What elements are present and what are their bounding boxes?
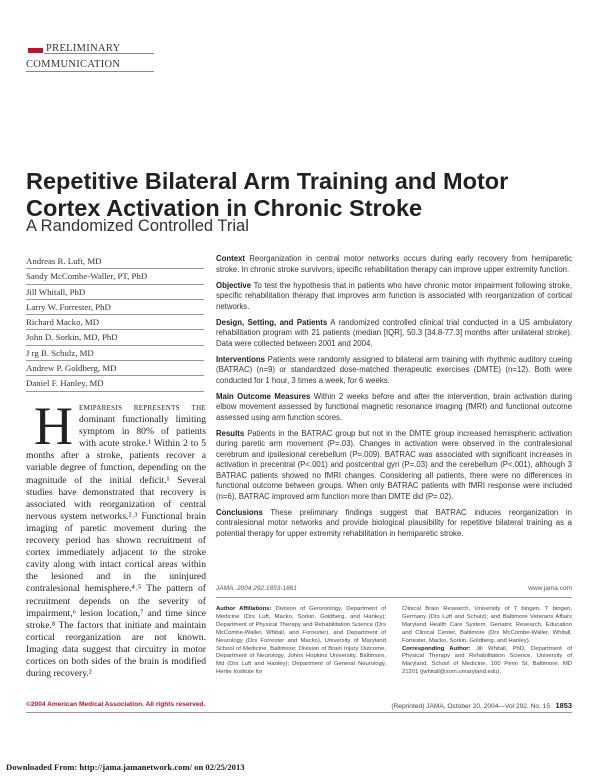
author: Andrew P. Goldberg, MD xyxy=(26,361,204,376)
author: Larry W. Forrester, PhD xyxy=(26,300,204,315)
author: Richard Macko, MD xyxy=(26,315,204,330)
abstract-results xyxy=(216,429,572,503)
header-accent-bar xyxy=(28,48,43,53)
abstract-conclusions xyxy=(216,508,572,540)
section-label-line1: PRELIMINARY xyxy=(46,43,121,54)
section-label-line2: COMMUNICATION xyxy=(26,59,121,70)
abstract-label: Main Outcome Measures xyxy=(216,391,311,401)
abstract-label: Objective xyxy=(216,280,252,290)
affiliations-col-1 xyxy=(216,606,386,677)
author: Daniel F. Hanley, MD xyxy=(26,376,204,391)
abstract xyxy=(216,254,572,545)
author: Jill Whitall, PhD xyxy=(26,285,204,300)
abstract-text: These preliminary findings suggest that BATRAC induces reorganization in contralesional motor networks and provide biological plausibility for repetitive bilateral training as a potential therapy for upper extremity rehabilitation in hemiparetic stroke. xyxy=(216,507,573,538)
abstract-objective xyxy=(216,281,572,313)
reprint-info xyxy=(391,701,572,710)
abstract-text: A randomized controlled clinical trial conducted in a US ambulatory rehabilitation program with 21 patients (median [IQR], 50.3 [34.8-77.3] months after unilateral stroke). Data were collected between 2001 and 2004. xyxy=(216,317,572,348)
copyright: ©2004 American Medical Association. All rights reserved. xyxy=(26,701,206,708)
citation-row xyxy=(216,585,572,598)
abstract-outcome xyxy=(216,392,572,424)
drop-cap: H xyxy=(34,396,73,456)
abstract-text: To test the hypothesis that in patients who have chronic motor impairment following stroke, specific rehabilitation therapy that improves arm function is associated with reorganization of cortical networks. xyxy=(216,280,572,311)
citation: JAMA. 2004;292:1853-1861 xyxy=(216,585,297,592)
abstract-label: Results xyxy=(216,428,245,438)
affiliations-label: Author Affiliations: xyxy=(216,606,272,612)
body-paragraph: dominant functionally limiting symptom in 80% of patients with acute stroke.¹ Within 2 to 5 months after a stroke, patients recover a variable degree of function, depending on the magnitude of the initial deficit.¹ Several studies have demonstrated that recovery is associated with reorganization of central nervous system networks.²˒³ Functional brain imaging of paretic movement during the recovery period has shown recruitment of cortex immediately adjacent to the stroke cavity along with intact cortical areas within the lesioned and in the uninjured contralesional hemisphere.⁴˒⁵ The pattern of recruitment depends on the severity of impairment,⁶ lesion location,⁷ and time since stroke.⁸ The factors that initiate and maintain cortical reorganization are not known. Imaging data suggest that circuitry in motor cortices on both sides of the brain is modified during recovery.² xyxy=(26,414,206,680)
download-notice: Downloaded From: http://jama.jamanetwork.com/ on 02/25/2013 xyxy=(6,762,245,772)
journal-url[interactable]: www.jama.com xyxy=(528,585,572,592)
abstract-text: Patients were randomly assigned to bilateral arm training with rhythmic auditory cueing (BATRAC) (n=9) or standardized dose-matched therapeutic exercises (DMTE) (n=12). Both were conducted for 1 hour, 3 times a week, for 6 weeks. xyxy=(216,354,572,385)
corresponding-label: Corresponding Author: xyxy=(402,645,471,652)
lead-in: emiparesis represents the xyxy=(79,402,206,413)
reprint-text: (Reprinted) JAMA, October 20, 2004—Vol 292, No. 15 xyxy=(391,703,551,710)
affiliations-text: Clinical Brain Research, University of T bingen, T bingen, Germany (Drs Luft and Schulz); and Baltimore Veterans Affairs Maryland Health Care System, Geriatric Research, Education and Clinical Center, Baltimore (Drs McCombe-Waller, Whitall, Forrester, Macko, Sorkin, Goldberg, and Hanley). xyxy=(402,606,572,644)
body-text xyxy=(26,396,206,680)
footer-rule xyxy=(26,712,572,713)
article-subtitle: A Randomized Controlled Trial xyxy=(26,217,249,235)
abstract-label: Interventions xyxy=(216,354,265,364)
abstract-label: Context xyxy=(216,254,246,263)
article-title xyxy=(26,168,566,222)
abstract-interventions xyxy=(216,355,572,387)
author: Sandy McCombe-Waller, PT, PhD xyxy=(26,269,204,284)
affiliations-text: Division of Gerontology, Department of Medicine (Drs Luft, Macko, Sorkin, Goldberg, and Hanley); Department of Physical Therapy and Rehabilitation Science (Drs McCombe-Waller, Whitall, and Forrester), and Department of Neurology (Drs Forrester and Macko), University of Maryland School of Medicine, Baltimore; Division of Brain Injury Outcome, Department of Neurology, Johns Hopkins University, Baltimore, Md (Drs Luft and Hanley); Department of General Neurology, Hertie Institute for xyxy=(216,606,386,676)
author-list xyxy=(26,254,204,392)
author: Andreas R. Luft, MD xyxy=(26,254,204,269)
abstract-context xyxy=(216,254,572,275)
abstract-text: Within 2 weeks before and after the intervention, brain activation during elbow movement assessed by functional magnetic resonance imaging (fMRI) and functional outcome assessed using arm function scores. xyxy=(216,391,573,422)
abstract-design xyxy=(216,318,572,350)
page-number: 1853 xyxy=(555,701,572,710)
author: John D. Sorkin, MD, PhD xyxy=(26,330,204,345)
title-line-1: Repetitive Bilateral Arm Training and Motor xyxy=(26,168,509,194)
abstract-label: Conclusions xyxy=(216,507,263,517)
affiliations-col-2 xyxy=(402,606,572,677)
abstract-label: Design, Setting, and Patients xyxy=(216,317,328,327)
title-line-2: Cortex Activation in Chronic Stroke xyxy=(26,195,423,221)
abstract-text: Reorganization in central motor networks occurs during early recovery from hemiparetic stroke. In chronic stroke survivors, specific rehabilitation therapy can improve upper extremity function. xyxy=(216,254,573,274)
abstract-text: Patients in the BATRAC group but not in the DMTE group increased hemispheric activation during paretic arm movement (P=.03). Changes in activation were observed in the contralesional cerebrum and ipsilesional cerebellum (P=.009). BATRAC was associated with significant increases in activation in precentral (P<.001) and postcentral gyri (P=.03) and the cerebellum (P<.001), although 3 BATRAC patients showed no fMRI changes. Considering all patients, there were no differences in functional outcome between groups. When only BATRAC patients with fMRI response were included (n=6), BATRAC improved arm function more than DMTE did (P=.02). xyxy=(216,428,572,501)
author: J rg B. Schulz, MD xyxy=(26,346,204,361)
header-rule-bottom xyxy=(26,71,154,72)
corresponding-text: Jill Whitall, PhD, Department of Physical Therapy and Rehabilitation Science, University of Maryland, School of Medicine, 100 Penn St, Baltimore, MD 21201 (jwhitall@som.umaryland.edu). xyxy=(402,645,572,676)
